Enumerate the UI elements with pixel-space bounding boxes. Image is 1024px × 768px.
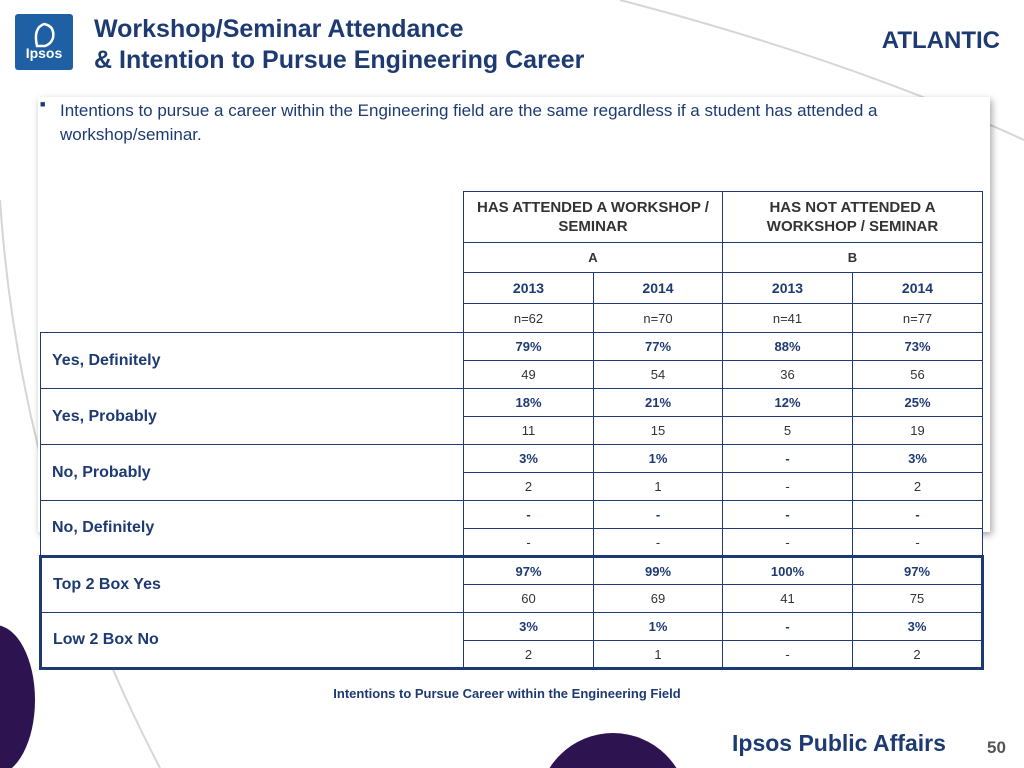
pct-cell: 1% xyxy=(594,445,723,473)
results-table xyxy=(39,191,984,670)
pct-cell: - xyxy=(853,501,983,529)
row-label: No, Definitely xyxy=(41,501,464,557)
bullet-marker-icon: ■ xyxy=(40,99,46,109)
row-label: No, Probably xyxy=(41,445,464,501)
count-cell: 56 xyxy=(853,361,983,389)
group-letter-b: B xyxy=(723,243,983,273)
bullet-text: Intentions to pursue a career within the Engineering field are the same regardless if a student has attended a workshop/seminar. xyxy=(60,101,878,144)
count-cell: - xyxy=(723,473,853,501)
footer-brand: Ipsos Public Affairs xyxy=(732,730,946,756)
table-letter-row xyxy=(41,243,983,273)
pct-cell: 3% xyxy=(853,613,983,641)
group-letter-a: A xyxy=(464,243,723,273)
pct-cell: 3% xyxy=(853,445,983,473)
count-cell: 1 xyxy=(594,641,723,669)
count-cell: 1 xyxy=(594,473,723,501)
pct-cell: 77% xyxy=(594,333,723,361)
pct-cell: 100% xyxy=(723,557,853,585)
count-cell: 2 xyxy=(464,473,594,501)
pct-cell: 21% xyxy=(594,389,723,417)
year-header: 2014 xyxy=(853,273,983,304)
group-header-not-attended: HAS NOT ATTENDED A WORKSHOP / SEMINAR xyxy=(723,192,983,243)
count-cell: 5 xyxy=(723,417,853,445)
count-cell: - xyxy=(464,529,594,557)
title-line-1: Workshop/Seminar Attendance xyxy=(94,15,464,43)
count-cell: - xyxy=(853,529,983,557)
base-size: n=41 xyxy=(723,304,853,333)
table-row-pct xyxy=(41,613,983,641)
count-cell: 19 xyxy=(853,417,983,445)
row-label: Yes, Probably xyxy=(41,389,464,445)
base-size: n=62 xyxy=(464,304,594,333)
pct-cell: - xyxy=(723,445,853,473)
pct-cell: 3% xyxy=(464,613,594,641)
count-cell: 2 xyxy=(464,641,594,669)
pct-cell: - xyxy=(723,501,853,529)
count-cell: - xyxy=(723,529,853,557)
ipsos-logo xyxy=(15,14,73,70)
base-size: n=70 xyxy=(594,304,723,333)
table-row-pct xyxy=(41,445,983,473)
pct-cell: 1% xyxy=(594,613,723,641)
page-title xyxy=(94,14,584,76)
table-corner xyxy=(41,192,464,243)
count-cell: - xyxy=(594,529,723,557)
pct-cell: 97% xyxy=(853,557,983,585)
year-header: 2013 xyxy=(464,273,594,304)
table-base-row xyxy=(41,304,983,333)
count-cell: 60 xyxy=(464,585,594,613)
row-label: Top 2 Box Yes xyxy=(41,557,464,613)
title-line-2: & Intention to Pursue Engineering Career xyxy=(94,46,585,74)
base-size: n=77 xyxy=(853,304,983,333)
table-row-pct xyxy=(41,389,983,417)
count-cell: 2 xyxy=(853,641,983,669)
logo-text: Ipsos xyxy=(25,45,63,61)
pct-cell: 18% xyxy=(464,389,594,417)
table-row-pct xyxy=(41,333,983,361)
count-cell: 69 xyxy=(594,585,723,613)
row-label: Low 2 Box No xyxy=(41,613,464,669)
year-header: 2013 xyxy=(723,273,853,304)
table-group-header-row xyxy=(41,192,983,243)
count-cell: 15 xyxy=(594,417,723,445)
table-year-row xyxy=(41,273,983,304)
pct-cell: 97% xyxy=(464,557,594,585)
region-label: ATLANTIC xyxy=(881,27,1000,54)
pct-cell: 79% xyxy=(464,333,594,361)
table-caption: Intentions to Pursue Career within the Engineering Field xyxy=(333,686,681,701)
count-cell: 54 xyxy=(594,361,723,389)
pct-cell: 88% xyxy=(723,333,853,361)
count-cell: 2 xyxy=(853,473,983,501)
purple-circle-bottom xyxy=(538,733,688,768)
pct-cell: 99% xyxy=(594,557,723,585)
count-cell: 11 xyxy=(464,417,594,445)
pct-cell: 25% xyxy=(853,389,983,417)
pct-cell: 73% xyxy=(853,333,983,361)
row-label: Yes, Definitely xyxy=(41,333,464,389)
group-header-attended: HAS ATTENDED A WORKSHOP / SEMINAR xyxy=(464,192,723,243)
pct-cell: - xyxy=(594,501,723,529)
page-number: 50 xyxy=(987,738,1006,757)
count-cell: 75 xyxy=(853,585,983,613)
count-cell: 36 xyxy=(723,361,853,389)
count-cell: 41 xyxy=(723,585,853,613)
count-cell: 49 xyxy=(464,361,594,389)
pct-cell: - xyxy=(723,613,853,641)
table-row-pct xyxy=(41,501,983,529)
pct-cell: 12% xyxy=(723,389,853,417)
table-row-pct xyxy=(41,557,983,585)
pct-cell: 3% xyxy=(464,445,594,473)
count-cell: - xyxy=(723,641,853,669)
year-header: 2014 xyxy=(594,273,723,304)
pct-cell: - xyxy=(464,501,594,529)
